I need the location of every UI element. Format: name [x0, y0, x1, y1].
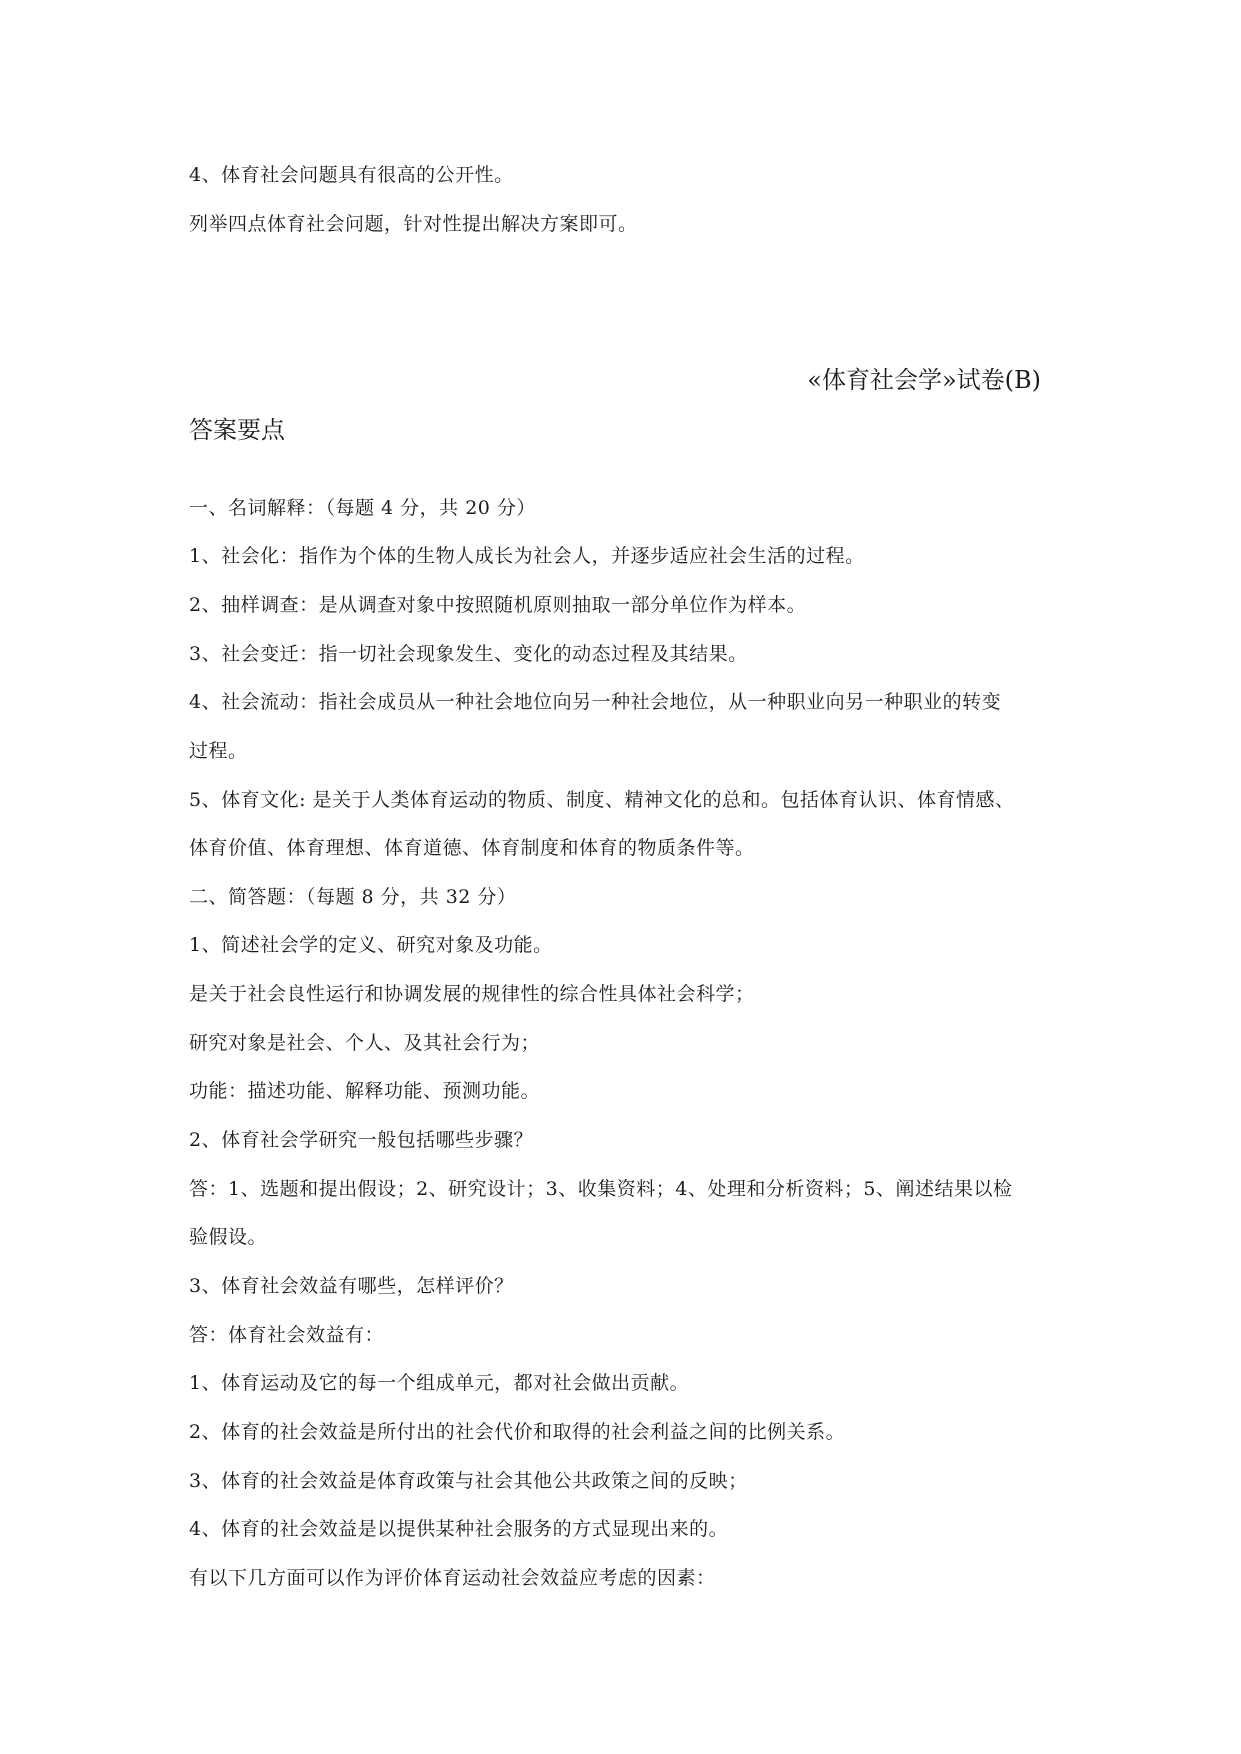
section2-item: 2、体育的社会效益是所付出的社会代价和取得的社会利益之间的比例关系。 [189, 1421, 846, 1443]
section2-item: 验假设。 [189, 1226, 268, 1248]
section2-item: 1、体育运动及它的每一个组成单元，都对社会做出贡献。 [189, 1372, 690, 1394]
section2-item: 是关于社会良性运行和协调发展的规律性的综合性具体社会科学； [189, 983, 755, 1005]
section2-item: 答：体育社会效益有： [189, 1324, 385, 1346]
answer-key-heading: 答案要点 [189, 416, 285, 444]
section1-item: 2、抽样调查：是从调查对象中按照随机原则抽取一部分单位作为样本。 [189, 594, 807, 616]
section2-item: 答：1、选题和提出假设；2、研究设计；3、收集资料；4、处理和分析资料；5、阐述结果以检 [189, 1178, 1013, 1200]
section1-item: 3、社会变迁：指一切社会现象发生、变化的动态过程及其结果。 [189, 643, 748, 665]
section1-item: 1、社会化：指作为个体的生物人成长为社会人，并逐步适应社会生活的过程。 [189, 545, 865, 567]
top-line-2: 列举四点体育社会问题，针对性提出解决方案即可。 [189, 213, 638, 235]
section1-heading: 一、名词解释：（每题 4 分，共 20 分） [189, 497, 536, 519]
section2-item: 有以下几方面可以作为评价体育运动社会效益应考虑的因素： [189, 1567, 716, 1589]
section2-item: 1、简述社会学的定义、研究对象及功能。 [189, 934, 553, 956]
section1-item: 4、社会流动：指社会成员从一种社会地位向另一种社会地位，从一种职业向另一种职业的转变 [189, 691, 1002, 713]
exam-title: «体育社会学»试卷(B) [807, 366, 1041, 394]
section2-heading: 二、简答题：（每题 8 分，共 32 分） [189, 886, 517, 908]
section2-item: 2、体育社会学研究一般包括哪些步骤？ [189, 1129, 534, 1151]
section2-item: 3、体育社会效益有哪些，怎样评价？ [189, 1275, 514, 1297]
top-line-1: 4、体育社会问题具有很高的公开性。 [189, 164, 514, 186]
section2-item: 3、体育的社会效益是体育政策与社会其他公共政策之间的反映； [189, 1470, 748, 1492]
section2-item: 4、体育的社会效益是以提供某种社会服务的方式显现出来的。 [189, 1518, 729, 1540]
section1-item: 体育价值、体育理想、体育道德、体育制度和体育的物质条件等。 [189, 837, 755, 859]
section2-item: 功能：描述功能、解释功能、预测功能。 [189, 1080, 541, 1102]
section1-item: 5、体育文化: 是关于人类体育运动的物质、制度、精神文化的总和。包括体育认识、体育情感、 [189, 789, 1015, 811]
section2-item: 研究对象是社会、个人、及其社会行为； [189, 1032, 541, 1054]
section1-item: 过程。 [189, 740, 248, 762]
